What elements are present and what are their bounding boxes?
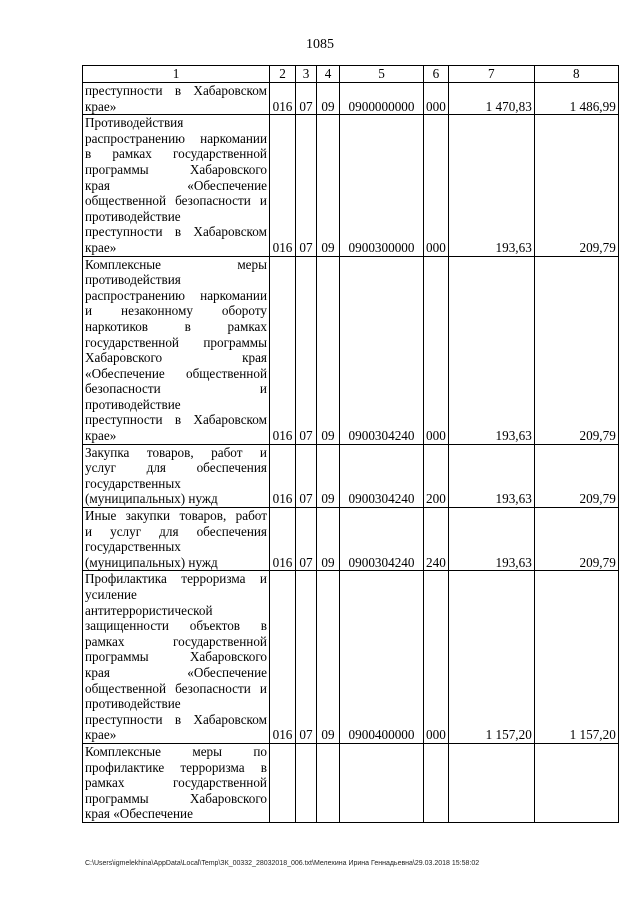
amount-2020-cell: 209,79 <box>534 508 618 571</box>
item-name-line: защищенности объектов в <box>85 618 267 634</box>
item-name-cell <box>83 743 270 822</box>
header-cell: 7 <box>448 66 534 83</box>
section-code-cell: 07 <box>296 571 317 744</box>
item-name-line: Хабаровского края <box>85 350 267 366</box>
amount-2019-cell: 193,63 <box>448 256 534 444</box>
table-row <box>83 83 619 115</box>
item-name-line: противодействия <box>85 272 181 288</box>
item-name-line: общественной безопасности и <box>85 193 267 209</box>
header-row <box>83 66 619 83</box>
item-name-line: крае» <box>85 98 117 114</box>
item-name-line: программы Хабаровского <box>85 649 267 665</box>
header-cell: 6 <box>424 66 449 83</box>
table-body <box>83 83 619 823</box>
item-name-line: общественной безопасности и <box>85 680 267 696</box>
item-name-line: преступности в Хабаровском <box>85 412 267 428</box>
subsection-code-cell: 09 <box>317 444 340 507</box>
item-name-line: Противодействия <box>85 115 184 131</box>
item-name-line: преступности в Хабаровском <box>85 711 267 727</box>
section-code-cell: 07 <box>296 508 317 571</box>
item-name-line: Закупка товаров, работ и <box>85 444 267 460</box>
section-code-cell: 07 <box>296 83 317 115</box>
item-name-cell <box>83 115 270 256</box>
page-number: 1085 <box>306 37 334 52</box>
target-article-cell: 0900400000 <box>340 571 424 744</box>
item-name-line: крае» <box>85 239 117 255</box>
item-name-line: рамках государственной <box>85 775 267 791</box>
item-name-line: в рамках государственной <box>85 146 267 162</box>
target-article-cell: 0900300000 <box>340 115 424 256</box>
subsection-code-cell: 09 <box>317 256 340 444</box>
expense-type-cell: 000 <box>424 256 449 444</box>
amount-2019-cell: 193,63 <box>448 115 534 256</box>
item-name-line: распространению наркомании <box>85 130 267 146</box>
item-name-line: Иные закупки товаров, работ <box>85 508 267 524</box>
item-name-line: (муниципальных) нужд <box>85 491 218 507</box>
section-code-cell: 07 <box>296 444 317 507</box>
table-row <box>83 256 619 444</box>
ministry-code-cell: 016 <box>270 444 296 507</box>
item-name-line: Комплексные меры по <box>85 743 267 759</box>
amount-2020-cell: 1 486,99 <box>534 83 618 115</box>
table-row <box>83 115 619 256</box>
amount-2020-cell: 209,79 <box>534 444 618 507</box>
table-row <box>83 571 619 744</box>
item-name-line: преступности в Хабаровском <box>85 83 267 98</box>
expense-type-cell: 200 <box>424 444 449 507</box>
item-name-cell <box>83 256 270 444</box>
item-name-line: и незаконному обороту <box>85 303 267 319</box>
item-name-line: программы Хабаровского <box>85 790 267 806</box>
item-name-line: края «Обеспечение <box>85 177 267 193</box>
item-name-cell <box>83 571 270 744</box>
table-row <box>83 743 619 822</box>
target-article-cell: 0900304240 <box>340 508 424 571</box>
expense-type-cell: 240 <box>424 508 449 571</box>
target-article-cell: 0900304240 <box>340 256 424 444</box>
header-cell: 2 <box>270 66 296 83</box>
budget-table <box>82 65 619 823</box>
item-name-cell <box>83 444 270 507</box>
item-name-line: государственной программы <box>85 334 267 350</box>
header-cell: 5 <box>340 66 424 83</box>
item-name-line: Профилактика терроризма и <box>85 571 267 587</box>
item-name-line: края «Обеспечение <box>85 664 267 680</box>
ministry-code-cell: 016 <box>270 571 296 744</box>
header-cell: 4 <box>317 66 340 83</box>
amount-2020-cell: 209,79 <box>534 256 618 444</box>
item-name-line: и услуг для обеспечения <box>85 523 267 539</box>
item-name-line: наркотиков в рамках <box>85 318 267 334</box>
subsection-code-cell: 09 <box>317 83 340 115</box>
amount-2020-cell <box>534 743 618 822</box>
item-name-line: противодействие <box>85 396 181 412</box>
item-name-line: распространению наркомании <box>85 287 267 303</box>
item-name-line: крае» <box>85 727 117 743</box>
header-cell: 1 <box>83 66 270 83</box>
expense-type-cell: 000 <box>424 115 449 256</box>
item-name-cell <box>83 508 270 571</box>
amount-2019-cell: 193,63 <box>448 444 534 507</box>
item-name-line: преступности в Хабаровском <box>85 224 267 240</box>
item-name-line: противодействие <box>85 696 181 712</box>
amount-2019-cell: 1 157,20 <box>448 571 534 744</box>
ministry-code-cell: 016 <box>270 256 296 444</box>
subsection-code-cell: 09 <box>317 508 340 571</box>
header-cell: 8 <box>534 66 618 83</box>
amount-2020-cell: 1 157,20 <box>534 571 618 744</box>
expense-type-cell: 000 <box>424 83 449 115</box>
item-name-line: «Обеспечение общественной <box>85 365 267 381</box>
table-row <box>83 508 619 571</box>
target-article-cell <box>340 743 424 822</box>
subsection-code-cell: 09 <box>317 115 340 256</box>
amount-2019-cell: 1 470,83 <box>448 83 534 115</box>
item-name-cell <box>83 83 270 115</box>
item-name-line: рамках государственной <box>85 633 267 649</box>
item-name-line: государственных <box>85 539 181 555</box>
item-name-line: Комплексные меры <box>85 256 267 272</box>
section-code-cell: 07 <box>296 256 317 444</box>
ministry-code-cell: 016 <box>270 83 296 115</box>
section-code-cell: 07 <box>296 115 317 256</box>
item-name-line: программы Хабаровского <box>85 161 267 177</box>
item-name-line: края «Обеспечение <box>85 806 193 822</box>
subsection-code-cell <box>317 743 340 822</box>
item-name-line: безопасности и <box>85 381 267 397</box>
ministry-code-cell: 016 <box>270 115 296 256</box>
ministry-code-cell: 016 <box>270 508 296 571</box>
subsection-code-cell: 09 <box>317 571 340 744</box>
item-name-line: противодействие <box>85 208 181 224</box>
amount-2020-cell: 209,79 <box>534 115 618 256</box>
item-name-line: крае» <box>85 428 117 444</box>
header-cell: 3 <box>296 66 317 83</box>
item-name-line: услуг для обеспечения <box>85 460 267 476</box>
target-article-cell: 0900000000 <box>340 83 424 115</box>
expense-type-cell <box>424 743 449 822</box>
target-article-cell: 0900304240 <box>340 444 424 507</box>
ministry-code-cell <box>270 743 296 822</box>
amount-2019-cell <box>448 743 534 822</box>
file-path-footer: C:\Users\igmelekhina\AppData\Local\Temp\ЗК_00332_28032018_006.txt\Мелехина Ирина Геннадьевна\29.03.2018 15:58:02 <box>85 860 480 867</box>
table-row <box>83 444 619 507</box>
item-name-line: профилактике терроризма в <box>85 759 267 775</box>
item-name-line: антитеррористической <box>85 602 213 618</box>
amount-2019-cell: 193,63 <box>448 508 534 571</box>
expense-type-cell: 000 <box>424 571 449 744</box>
item-name-line: государственных <box>85 475 181 491</box>
section-code-cell <box>296 743 317 822</box>
item-name-line: (муниципальных) нужд <box>85 554 218 570</box>
item-name-line: усиление <box>85 587 137 602</box>
